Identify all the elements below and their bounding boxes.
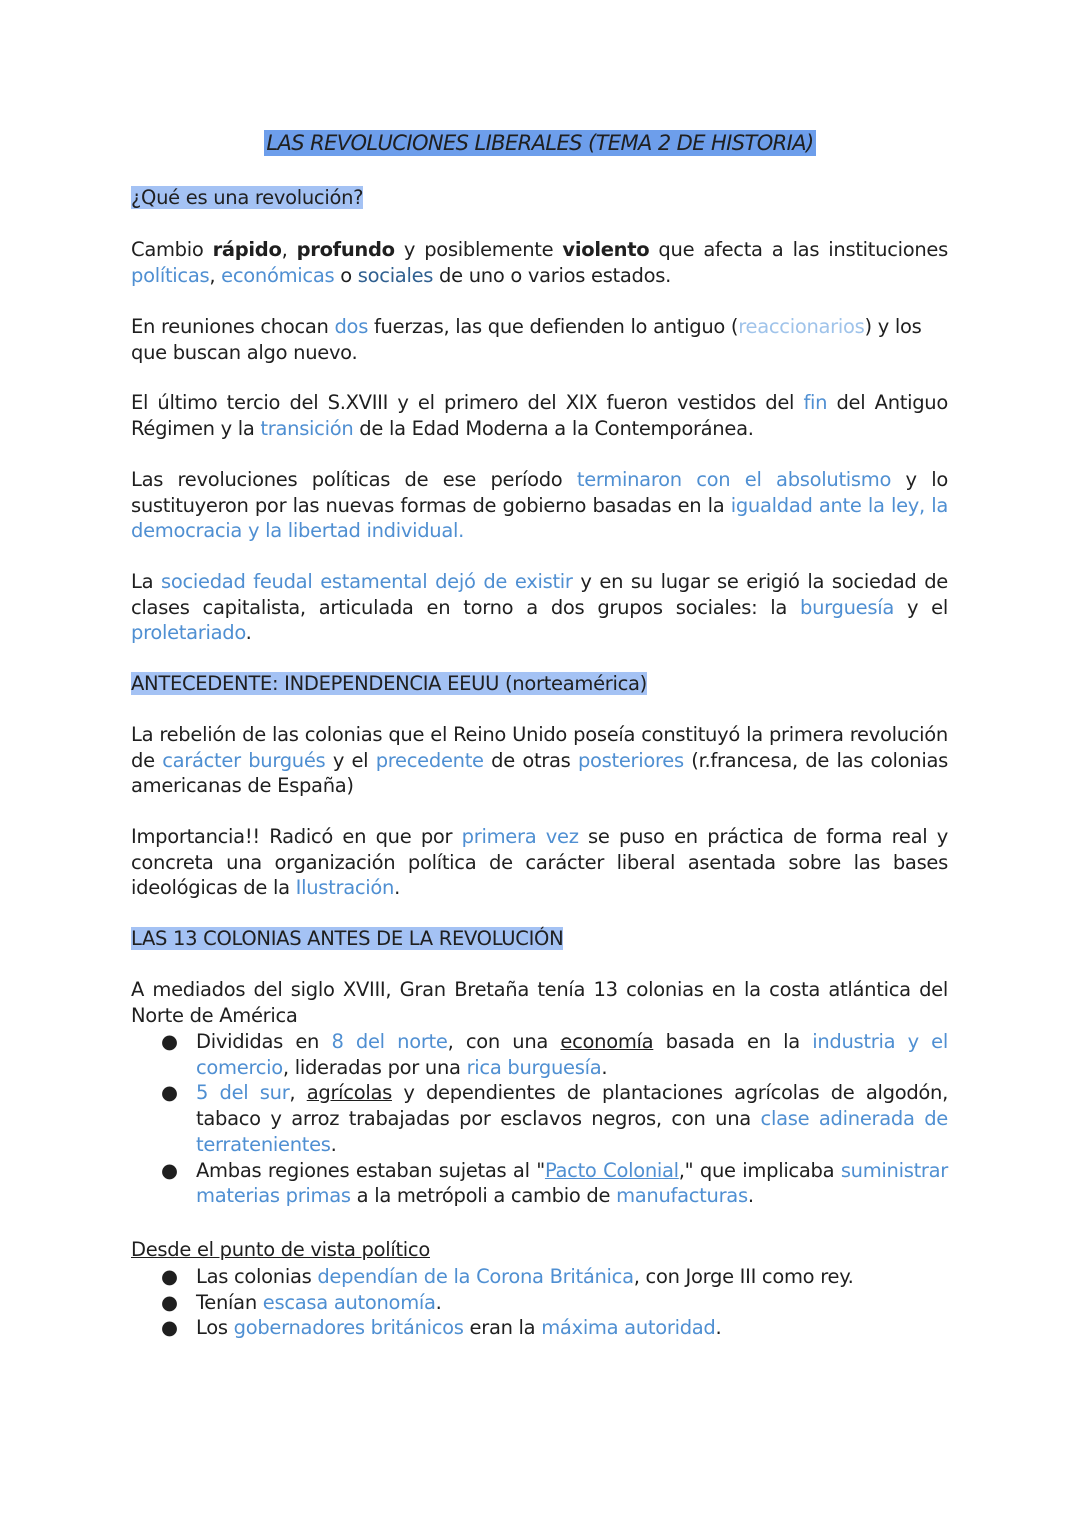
- paragraph-rebellion: La rebelión de las colonias que el Reino Unido poseía constituyó la primera revolución de carácter burgués y el precedente de otras posteriores (r.francesa, de las colonias americanas de España): [131, 723, 948, 798]
- question-heading: ¿Qué es una revolución?: [131, 186, 364, 209]
- paragraph-definition: Cambio rápido, profundo y posiblemente violento que afecta a las instituciones políticas, económicas o sociales de uno o varios estados.: [131, 238, 948, 287]
- bullet-icon: ●: [161, 1158, 178, 1182]
- colonies-list: [131, 1029, 948, 1209]
- list-item: ● 5 del sur, agrícolas y dependientes de plantaciones agrícolas de algodón, tabaco y arroz trabajadas por esclavos negros, con una clase adinerada de terratenientes.: [161, 1081, 949, 1156]
- section-heading-antecedente: ANTECEDENTE: INDEPENDENCIA EEUU (norteamérica): [131, 672, 647, 695]
- bullet-icon: ●: [161, 1030, 178, 1053]
- list-item: ● Tenían escasa autonomía.: [161, 1290, 442, 1314]
- paragraph-forces: En reuniones chocan dos fuerzas, las que defienden lo antiguo (reaccionarios) y los que buscan algo nuevo.: [131, 315, 922, 364]
- political-list: [131, 1264, 948, 1341]
- bullet-icon: ●: [161, 1316, 178, 1340]
- pacto-colonial-link[interactable]: Pacto Colonial: [544, 1158, 679, 1182]
- list-item: ● Las colonias dependían de la Corona Británica, con Jorge III como rey.: [161, 1265, 854, 1288]
- list-item: ● Divididas en 8 del norte, con una economía basada en la industria y el comercio, lideradas por una rica burguesía.: [161, 1030, 948, 1079]
- bullet-icon: ●: [161, 1081, 178, 1105]
- list-item: ● Los gobernadores británicos eran la máxima autoridad.: [161, 1316, 722, 1340]
- section-heading-colonias: LAS 13 COLONIAS ANTES DE LA REVOLUCIÓN: [131, 927, 564, 950]
- document-title: LAS REVOLUCIONES LIBERALES (TEMA 2 DE HISTORIA): [266, 131, 814, 155]
- paragraph-period: El último tercio del S.XVIII y el primero del XIX fueron vestidos del fin del Antiguo Régimen y la transición de la Edad Moderna a la Contemporánea.: [131, 391, 948, 440]
- paragraph-importance: Importancia!! Radicó en que por primera vez se puso en práctica de forma real y concreta una organización política de carácter liberal asentada sobre las bases ideológicas de la Ilustración.: [131, 825, 948, 900]
- paragraph-society: La sociedad feudal estamental dejó de existir y en su lugar se erigió la sociedad de clases capitalista, articulada en torno a dos grupos sociales: la burguesía y el proletariado.: [131, 570, 948, 645]
- paragraph-absolutism: Las revoluciones políticas de ese período terminaron con el absolutismo y lo sustituyeron por las nuevas formas de gobierno basadas en la igualdad ante la ley, la democracia y la libertad individual.: [131, 468, 948, 543]
- list-item: ● Ambas regiones estaban sujetas al "Pacto Colonial," que implicaba suministrar materias primas a la metrópoli a cambio de manufacturas.: [161, 1158, 949, 1208]
- bullet-icon: ●: [161, 1265, 178, 1288]
- bullet-icon: ●: [161, 1290, 178, 1314]
- subheading-political: Desde el punto de vista político: [131, 1238, 430, 1261]
- paragraph-colonies: A mediados del siglo XVIII, Gran Bretaña tenía 13 colonias en la costa atlántica del Norte de América: [131, 978, 948, 1027]
